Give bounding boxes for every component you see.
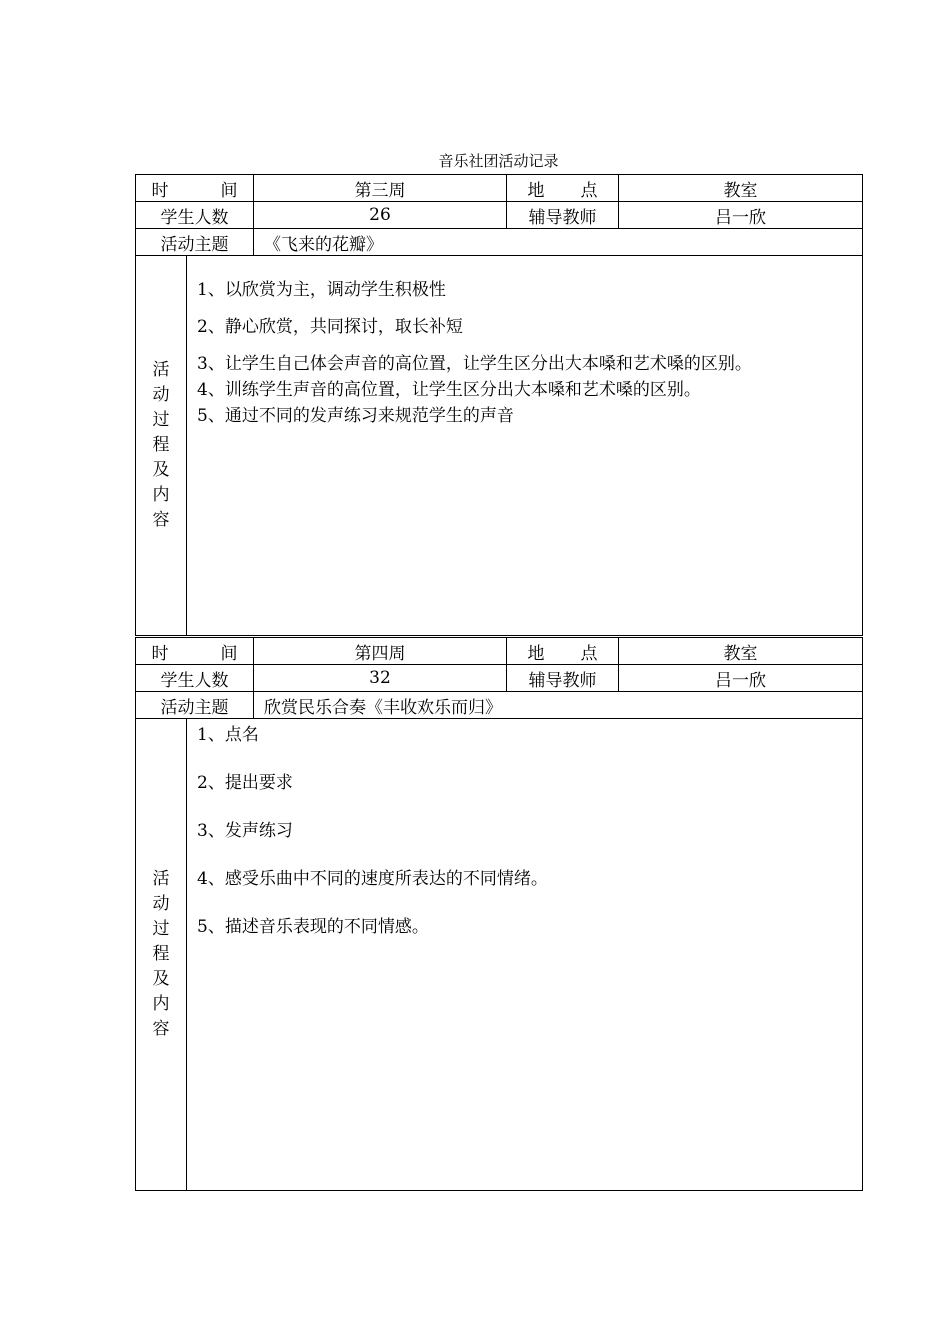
process-label: 活 动 过 程 及 内 容 bbox=[136, 719, 187, 1191]
content-item: 2、提出要求 bbox=[197, 773, 293, 793]
activity-record-table-1 bbox=[135, 174, 863, 636]
teacher-value: 吕一欣 bbox=[619, 202, 863, 229]
content-item: 2、静心欣赏，共同探讨，取长补短 bbox=[197, 317, 463, 337]
content-item: 3、发声练习 bbox=[197, 821, 293, 841]
students-label: 学生人数 bbox=[136, 665, 254, 692]
teacher-label: 辅导教师 bbox=[507, 202, 619, 229]
process-content bbox=[187, 719, 863, 1191]
theme-value: 欣赏民乐合奏《丰收欢乐而归》 bbox=[254, 692, 863, 719]
week-value: 第三周 bbox=[254, 175, 507, 202]
teacher-value: 吕一欣 bbox=[619, 665, 863, 692]
process-label: 活 动 过 程 及 内 容 bbox=[136, 256, 187, 636]
teacher-label: 辅导教师 bbox=[507, 665, 619, 692]
content-item: 3、让学生自己体会声音的高位置，让学生区分出大本嗓和艺术嗓的区别。 bbox=[197, 354, 752, 374]
students-label: 学生人数 bbox=[136, 202, 254, 229]
page-title: 音乐社团活动记录 bbox=[438, 152, 559, 170]
student-count-value: 26 bbox=[254, 202, 507, 229]
time-label: 时 间 bbox=[136, 175, 254, 202]
content-item: 5、通过不同的发声练习来规范学生的声音 bbox=[197, 406, 514, 426]
student-count-value: 32 bbox=[254, 665, 507, 692]
activity-record-table-2 bbox=[135, 637, 863, 1191]
content-item: 1、以欣赏为主，调动学生积极性 bbox=[197, 280, 446, 300]
place-label: 地 点 bbox=[507, 638, 619, 665]
place-value: 教室 bbox=[619, 175, 863, 202]
place-value: 教室 bbox=[619, 638, 863, 665]
week-value: 第四周 bbox=[254, 638, 507, 665]
time-label: 时 间 bbox=[136, 638, 254, 665]
content-item: 4、感受乐曲中不同的速度所表达的不同情绪。 bbox=[197, 869, 548, 889]
theme-value: 《飞来的花瓣》 bbox=[254, 229, 863, 256]
theme-label: 活动主题 bbox=[136, 692, 254, 719]
process-content bbox=[187, 256, 863, 636]
theme-label: 活动主题 bbox=[136, 229, 254, 256]
place-label: 地 点 bbox=[507, 175, 619, 202]
content-item: 1、点名 bbox=[197, 725, 259, 745]
content-item: 5、描述音乐表现的不同情感。 bbox=[197, 917, 429, 937]
content-item: 4、训练学生声音的高位置，让学生区分出大本嗓和艺术嗓的区别。 bbox=[197, 380, 701, 400]
